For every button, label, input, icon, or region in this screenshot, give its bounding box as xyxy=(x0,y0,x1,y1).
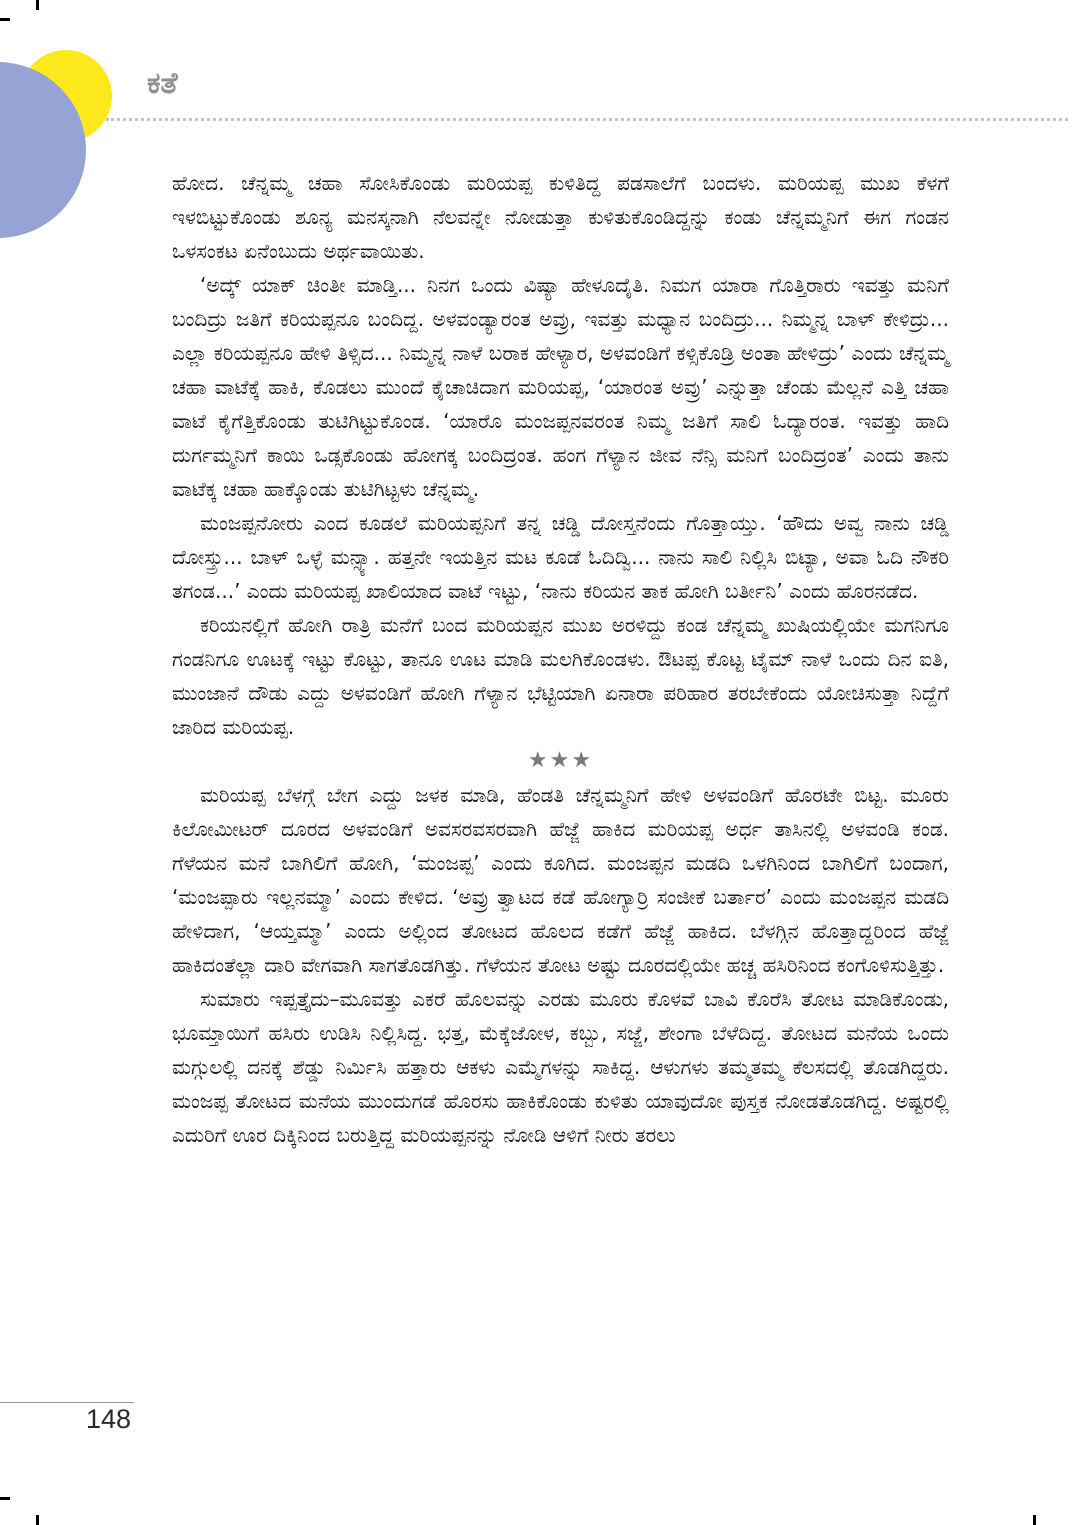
page-number-rule xyxy=(0,1402,134,1403)
paragraph: ಮರಿಯಪ್ಪ ಬೆಳಗ್ಗೆ ಬೇಗ ಎದ್ದು ಜಳಕ ಮಾಡಿ, ಹೆಂಡತಿ ಚೆನ್ನಮ್ಮನಿಗೆ ಹೇಳಿ ಅಳವಂಡಿಗೆ ಹೊರಟೇ ಬಿಟ್ಟ. ಮೂರು ಕಿಲೋಮೀಟರ್ ದೂರದ ಅಳವಂಡಿಗೆ ಅವಸರವಸರವಾಗಿ ಹೆಜ್ಜೆ ಹಾಕಿದ ಮರಿಯಪ್ಪ ಅರ್ಧ ತಾಸಿನಲ್ಲಿ ಅಳವಂಡಿ ಕಂಡ. ಗೆಳೆಯನ ಮನೆ ಬಾಗಿಲಿಗೆ ಹೋಗಿ, ‘ಮಂಜಪ್ಪ’ ಎಂದು ಕೂಗಿದ. ಮಂಜಪ್ಪನ ಮಡದಿ ಒಳಗಿನಿಂದ ಬಾಗಿಲಿಗೆ ಬಂದಾಗ, ‘ಮಂಜಪ್ಪಾರು ಇಲ್ಲನಮ್ಮಾ’ ಎಂದು ಕೇಳಿದ. ‘ಅವ್ರು ತ್ವಾಟದ ಕಡೆ ಹೋಗ್ಯಾರ್ರಿ ಸಂಜೀಕೆ ಬರ್ತಾರ’ ಎಂದು ಮಂಜಪ್ಪನ ಮಡದಿ ಹೇಳಿದಾಗ, ‘ಆಯ್ತಮ್ಮಾ’ ಎಂದು ಅಲ್ಲಿಂದ ತೋಟದ ಹೊಲದ ಕಡೆಗೆ ಹೆಜ್ಜೆ ಹಾಕಿದ. ಬೆಳಗ್ಗಿನ ಹೊತ್ತಾದ್ದರಿಂದ ಹೆಜ್ಜೆ ಹಾಕಿದಂತೆಲ್ಲಾ ದಾರಿ ವೇಗವಾಗಿ ಸಾಗತೊಡಗಿತ್ತು. ಗೆಳೆಯನ ತೋಟ ಅಷ್ಟು ದೂರದಲ್ಲಿಯೇ ಹಚ್ಚ ಹಸಿರಿನಿಂದ ಕಂಗೊಳಿಸುತ್ತಿತ್ತು. xyxy=(172,783,949,977)
story-body xyxy=(172,166,949,1152)
page-number: 148 xyxy=(86,1404,132,1434)
crop-mark xyxy=(36,1515,39,1525)
crop-mark xyxy=(36,0,39,10)
paragraph: ಮಂಜಪ್ಪನೋರು ಎಂದ ಕೂಡಲೆ ಮರಿಯಪ್ಪನಿಗೆ ತನ್ನ ಚಡ್ಡಿ ದೋಸ್ತನೆಂದು ಗೊತ್ತಾಯ್ತು. ‘ಹೌದು ಅವ್ವ ನಾನು ಚಡ್ಡಿ ದೋಸ್ತ್ರು... ಬಾಳ್ ಒಳ್ಳೆ ಮನ್ಸ್ಯಾ. ಹತ್ತನೇ ಇಯತ್ತಿನ ಮಟ ಕೂಡೆ ಓದಿದ್ವಿ... ನಾನು ಸಾಲಿ ನಿಲ್ಲಿಸಿ ಬಿಟ್ಯಾ, ಅವಾ ಓದಿ ನೌಕರಿ ತಗಂಡ...’ ಎಂದು ಮರಿಯಪ್ಪ ಖಾಲಿಯಾದ ವಾಟೆ ಇಟ್ಟು, ‘ನಾನು ಕರಿಯನ ತಾಕ ಹೋಗಿ ಬರ್ತೀನಿ’ ಎಂದು ಹೊರನಡೆದ. xyxy=(172,511,949,603)
crop-mark xyxy=(0,1497,10,1500)
paragraph: ಸುಮಾರು ಇಪ್ಪತ್ತೈದು–ಮೂವತ್ತು ಎಕರೆ ಹೊಲವನ್ನು ಎರಡು ಮೂರು ಕೊಳವೆ ಬಾವಿ ಕೊರೆಸಿ ತೋಟ ಮಾಡಿಕೊಂಡು, ಭೂಮ್ತಾಯಿಗೆ ಹಸಿರು ಉಡಿಸಿ ನಿಲ್ಲಿಸಿದ್ದ. ಭತ್ತ, ಮೆಕ್ಕೆಜೋಳ, ಕಬ್ಬು, ಸಜ್ಜೆ, ಶೇಂಗಾ ಬೆಳೆದಿದ್ದ. ತೋಟದ ಮನೆಯ ಒಂದು ಮಗ್ಗುಲಲ್ಲಿ ದನಕ್ಕೆ ಶೆಡ್ಡು ನಿರ್ಮಿಸಿ ಹತ್ತಾರು ಆಕಳು ಎಮ್ಮೆಗಳನ್ನು ಸಾಕಿದ್ದ. ಆಳುಗಳು ತಮ್ಮತಮ್ಮ ಕೆಲಸದಲ್ಲಿ ತೊಡಗಿದ್ದರು. ಮಂಜಪ್ಪ ತೋಟದ ಮನೆಯ ಮುಂದುಗಡೆ ಹೊರಸು ಹಾಕಿಕೊಂಡು ಕುಳಿತು ಯಾವುದೋ ಪುಸ್ತಕ ನೋಡತೊಡಗಿದ್ದ. ಅಷ್ಟರಲ್ಲಿ ಎದುರಿಗೆ ಊರ ದಿಕ್ಕಿನಿಂದ ಬರುತ್ತಿದ್ದ ಮರಿಯಪ್ಪನನ್ನು ನೋಡಿ ಆಳಿಗೆ ನೀರು ತರಲು xyxy=(172,987,949,1147)
crop-mark xyxy=(1033,1515,1036,1525)
section-title: ಕತೆ xyxy=(147,66,178,101)
paragraph: ಹೋದ. ಚೆನ್ನಮ್ಮ ಚಹಾ ಸೋಸಿಕೊಂಡು ಮರಿಯಪ್ಪ ಕುಳಿತಿದ್ದ ಪಡಸಾಲೆಗೆ ಬಂದಳು. ಮರಿಯಪ್ಪ ಮುಖ ಕೆಳಗೆ ಇಳಬಿಟ್ಟುಕೊಂಡು ಶೂನ್ಯ ಮನಸ್ಕನಾಗಿ ನೆಲವನ್ನೇ ನೋಡುತ್ತಾ ಕುಳಿತುಕೊಂಡಿದ್ದನ್ನು ಕಂಡು ಚೆನ್ನಮ್ಮನಿಗೆ ಈಗ ಗಂಡನ ಒಳಸಂಕಟ ಏನೆಂಬುದು ಅರ್ಥವಾಯಿತು. xyxy=(172,171,949,263)
paragraph: ಕರಿಯನಲ್ಲಿಗೆ ಹೋಗಿ ರಾತ್ರಿ ಮನೆಗೆ ಬಂದ ಮರಿಯಪ್ಪನ ಮುಖ ಅರಳಿದ್ದು ಕಂಡ ಚೆನ್ನಮ್ಮ ಖುಷಿಯಲ್ಲಿಯೇ ಮಗನಿಗೂ ಗಂಡನಿಗೂ ಊಟಕ್ಕೆ ಇಟ್ಟು ಕೊಟ್ಟು, ತಾನೂ ಊಟ ಮಾಡಿ ಮಲಗಿಕೊಂಡಳು. ಔಟಪ್ಪ ಕೊಟ್ಟ ಟೈಮ್ ನಾಳೆ ಒಂದು ದಿನ ಐತಿ, ಮುಂಜಾನೆ ದೌಡು ಎದ್ದು ಅಳವಂಡಿಗೆ ಹೋಗಿ ಗೆಳ್ಯಾನ ಭೆಟ್ಟಿಯಾಗಿ ಏನಾರಾ ಪರಿಹಾರ ತರಬೇಕೆಂದು ಯೋಚಿಸುತ್ತಾ ನಿದ್ದೆಗೆ ಜಾರಿದ ಮರಿಯಪ್ಪ. xyxy=(172,613,949,739)
paragraph: ‘ಅದ್ಕ್ ಯಾಕ್ ಚಿಂತೀ ಮಾಡ್ತಿ... ನಿನಗ ಒಂದು ವಿಷ್ಯಾ ಹೇಳೂದೈತಿ. ನಿಮಗ ಯಾರಾ ಗೊತ್ತಿರಾರು ಇವತ್ತು ಮನಿಗೆ ಬಂದಿದ್ರು ಜತಿಗೆ ಕರಿಯಪ್ಪನೂ ಬಂದಿದ್ದ. ಅಳವಂಡ್ಯಾರಂತ ಅವ್ರು, ಇವತ್ತು ಮಧ್ಯಾನ ಬಂದಿದ್ರು... ನಿಮ್ಮನ್ನ ಬಾಳ್ ಕೇಳಿದ್ರು... ಎಲ್ಲಾ ಕರಿಯಪ್ಪನೂ ಹೇಳಿ ತಿಳ್ಸಿದ... ನಿಮ್ಮನ್ನ ನಾಳೆ ಬರಾಕ ಹೇಳ್ಯಾರ, ಅಳವಂಡಿಗೆ ಕಳ್ಸಿಕೊಡ್ರಿ ಅಂತಾ ಹೇಳಿದ್ರು’ ಎಂದು ಚೆನ್ನಮ್ಮ ಚಹಾ ವಾಟೆಕ್ಕೆ ಹಾಕಿ, ಕೊಡಲು ಮುಂದೆ ಕೈಚಾಚಿದಾಗ ಮರಿಯಪ್ಪ, ‘ಯಾರಂತ ಅವ್ರು’ ಎನ್ನುತ್ತಾ ಚೆಂಡು ಮೆಲ್ಲನೆ ಎತ್ತಿ ಚಹಾ ವಾಟೆ ಕೈಗೆತ್ತಿಕೊಂಡು ತುಟಿಗಿಟ್ಟುಕೊಂಡ. ‘ಯಾರೊ ಮಂಜಪ್ಪನವರಂತ ನಿಮ್ಮ ಜತಿಗೆ ಸಾಲಿ ಓದ್ಯಾರಂತ. ಇವತ್ತು ಹಾದಿ ದುರ್ಗಮ್ಮನಿಗೆ ಕಾಯಿ ಒಡ್ಸಕೊಂಡು ಹೋಗಕ್ಕ ಬಂದಿದ್ರಂತ. ಹಂಗ ಗೆಳ್ಯಾನ ಜೀವ ನೆನ್ಸಿ ಮನಿಗೆ ಬಂದಿದ್ರಂತ’ ಎಂದು ತಾನು ವಾಟೆಕ್ಕ ಚಹಾ ಹಾಕ್ಕೊಂಡು ತುಟಿಗಿಟ್ಟಳು ಚೆನ್ನಮ್ಮ. xyxy=(172,273,949,501)
header-dotted-rule xyxy=(106,118,1068,121)
section-separator: ★★★ xyxy=(527,748,594,773)
crop-mark xyxy=(0,18,10,21)
